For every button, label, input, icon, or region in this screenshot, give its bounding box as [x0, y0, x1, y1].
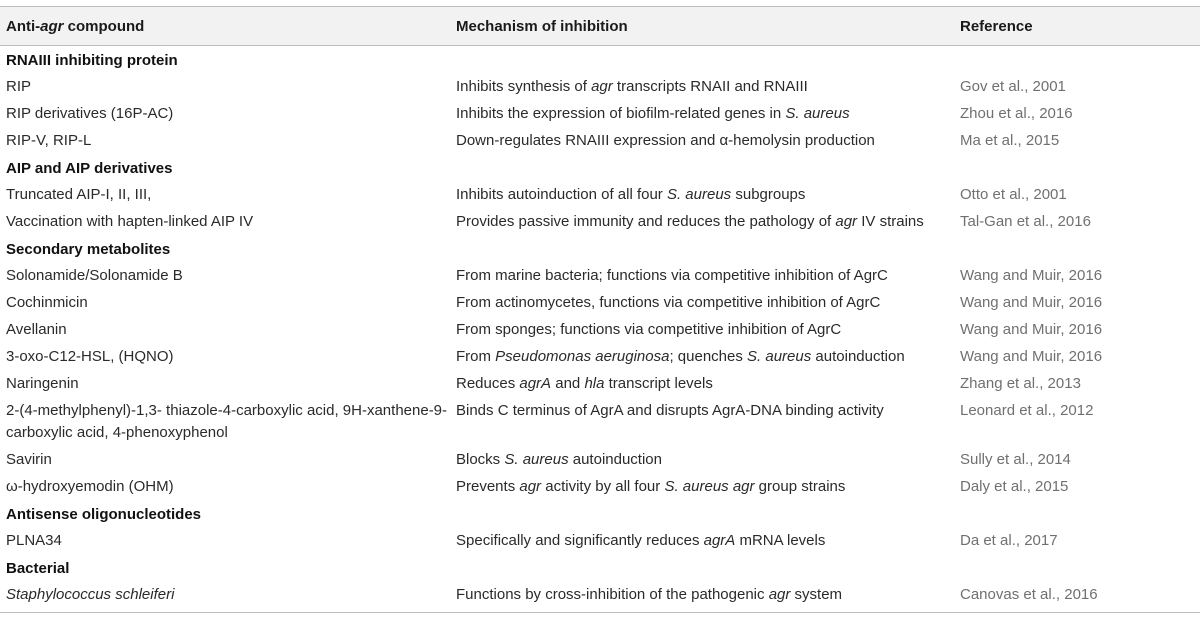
compound-seg-0: Savirin: [6, 450, 52, 468]
mechanism-seg-4: transcript levels: [604, 374, 713, 392]
mechanism-seg-1: Pseudomonas aeruginosa: [495, 347, 670, 365]
compound-cell: [0, 100, 448, 127]
section-title: Antisense oligonucleotides: [6, 506, 202, 523]
mechanism-seg-1: S. aureus: [504, 450, 569, 468]
section-row: [0, 554, 1200, 581]
mechanism-seg-2: and: [551, 374, 585, 392]
compound-cell: [0, 581, 448, 612]
compound-seg-0: 3-oxo-C12-HSL, (HQNO): [6, 347, 174, 365]
mechanism-seg-0: Provides passive immunity and reduces the pathology of: [456, 212, 836, 230]
header-reference: Reference: [960, 17, 1033, 35]
mechanism-cell: [448, 127, 954, 154]
mechanism-seg-0: Down-regulates RNAIII expression and α-hemolysin production: [456, 131, 875, 149]
mechanism-seg-2: mRNA levels: [735, 531, 826, 549]
compound-cell: [0, 289, 448, 316]
compound-seg-0: RIP-V, RIP-L: [6, 131, 92, 149]
table-row: [0, 181, 1200, 208]
mechanism-seg-1: agr: [835, 212, 858, 230]
compound-seg-0: Solonamide/Solonamide B: [6, 266, 183, 284]
table-row: [0, 100, 1200, 127]
compound-seg-0: 2-(4-methylphenyl)-1,3- thiazole-4-carboxylic acid, 9H-xanthene-9-carboxylic acid, 4-phenoxyphenol: [6, 401, 448, 441]
reference-cell: Zhou et al., 2016: [960, 104, 1073, 122]
section-title: Bacterial: [6, 560, 70, 577]
table-row: [0, 446, 1200, 473]
reference-cell: Tal-Gan et al., 2016: [960, 212, 1091, 230]
mechanism-seg-2: autoinduction: [568, 450, 662, 468]
mechanism-seg-0: Functions by cross-inhibition of the pathogenic: [456, 585, 769, 603]
compound-cell: [0, 527, 448, 554]
mechanism-seg-2: system: [790, 585, 843, 603]
section-row: [0, 154, 1200, 181]
mechanism-seg-1: agr: [519, 477, 542, 495]
table-row: [0, 208, 1200, 235]
compound-seg-0: Vaccination with hapten-linked AIP IV: [6, 212, 254, 230]
mechanism-cell: [448, 370, 954, 397]
reference-cell: Zhang et al., 2013: [960, 374, 1081, 392]
mechanism-seg-0: From sponges; functions via competitive inhibition of AgrC: [456, 320, 842, 338]
compound-seg-0: Truncated AIP-I, II, III,: [6, 185, 152, 203]
mechanism-cell: [448, 73, 954, 100]
header-compound: [0, 7, 448, 46]
mechanism-seg-3: S. aureus agr: [664, 477, 755, 495]
compound-seg-0: Staphylococcus schleiferi: [6, 585, 175, 603]
mechanism-seg-1: agr: [591, 77, 613, 95]
mechanism-cell: [448, 581, 954, 612]
table-row: [0, 527, 1200, 554]
mechanism-seg-0: From marine bacteria; functions via competitive inhibition of AgrC: [456, 266, 888, 284]
section-row: [0, 46, 1200, 74]
table-row: [0, 581, 1200, 612]
mechanism-seg-0: From actinomycetes, functions via competitive inhibition of AgrC: [456, 293, 881, 311]
header-mechanism: Mechanism of inhibition: [456, 17, 628, 35]
mechanism-seg-0: From: [456, 347, 496, 365]
mechanism-seg-0: Reduces: [456, 374, 520, 392]
compound-seg-0: Avellanin: [6, 320, 67, 338]
mechanism-seg-1: agrA: [703, 531, 736, 549]
mechanism-seg-0: Prevents: [456, 477, 520, 495]
mechanism-cell: [448, 397, 954, 446]
reference-cell: Gov et al., 2001: [960, 77, 1066, 95]
mechanism-cell: [448, 208, 954, 235]
compound-cell: [0, 262, 448, 289]
table-row: [0, 262, 1200, 289]
compound-seg-0: ω-hydroxyemodin (OHM): [6, 477, 174, 495]
mechanism-cell: [448, 446, 954, 473]
reference-cell: Daly et al., 2015: [960, 477, 1069, 495]
mechanism-cell: [448, 100, 954, 127]
mechanism-seg-4: group strains: [754, 477, 846, 495]
mechanism-seg-0: Blocks: [456, 450, 505, 468]
section-title: RNAIII inhibiting protein: [6, 52, 178, 69]
mechanism-cell: [448, 527, 954, 554]
mechanism-cell: [448, 181, 954, 208]
table-row: [0, 370, 1200, 397]
reference-cell: Da et al., 2017: [960, 531, 1058, 549]
reference-cell: Wang and Muir, 2016: [960, 266, 1103, 284]
compound-seg-0: Cochinmicin: [6, 293, 88, 311]
header-row: [0, 7, 1200, 46]
reference-cell: Leonard et al., 2012: [960, 401, 1094, 419]
header-compound-prefix: Anti-: [6, 17, 41, 35]
mechanism-seg-2: IV strains: [857, 212, 924, 230]
compound-cell: [0, 343, 448, 370]
mechanism-seg-1: S. aureus: [785, 104, 850, 122]
mechanism-seg-0: Specifically and significantly reduces: [456, 531, 704, 549]
mechanism-seg-0: Inhibits synthesis of: [456, 77, 592, 95]
reference-cell: Wang and Muir, 2016: [960, 293, 1103, 311]
table-body: [0, 46, 1200, 613]
compound-seg-0: PLNA34: [6, 531, 62, 549]
table-row: [0, 127, 1200, 154]
mechanism-seg-0: Binds C terminus of AgrA and disrupts AgrA-DNA binding activity: [456, 401, 884, 419]
mechanism-seg-2: transcripts RNAII and RNAIII: [612, 77, 808, 95]
reference-cell: Wang and Muir, 2016: [960, 347, 1103, 365]
mechanism-seg-3: hla: [584, 374, 605, 392]
compound-cell: [0, 181, 448, 208]
reference-cell: Canovas et al., 2016: [954, 581, 1200, 612]
mechanism-seg-2: activity by all four: [541, 477, 665, 495]
table-row: [0, 289, 1200, 316]
table-row: [0, 397, 1200, 446]
compound-cell: [0, 208, 448, 235]
table-row: [0, 473, 1200, 500]
compound-cell: [0, 73, 448, 100]
reference-cell: Sully et al., 2014: [960, 450, 1071, 468]
compound-cell: [0, 397, 448, 446]
compound-cell: [0, 473, 448, 500]
section-row: [0, 500, 1200, 527]
mechanism-cell: [448, 473, 954, 500]
reference-cell: Wang and Muir, 2016: [960, 320, 1103, 338]
section-title: Secondary metabolites: [6, 241, 171, 258]
reference-cell: Ma et al., 2015: [960, 131, 1060, 149]
table-header: [0, 7, 1200, 46]
mechanism-seg-0: Inhibits autoinduction of all four: [456, 185, 667, 203]
table-row: [0, 343, 1200, 370]
compound-seg-0: RIP: [6, 77, 32, 95]
mechanism-seg-1: agr: [768, 585, 791, 603]
reference-cell: Otto et al., 2001: [960, 185, 1067, 203]
table-row: [0, 73, 1200, 100]
header-compound-italic: agr: [40, 17, 64, 35]
compound-cell: [0, 316, 448, 343]
mechanism-seg-2: ; quenches: [669, 347, 748, 365]
mechanism-cell: [448, 262, 954, 289]
mechanism-seg-1: S. aureus: [666, 185, 732, 203]
mechanism-seg-4: autoinduction: [811, 347, 905, 365]
section-title: AIP and AIP derivatives: [6, 160, 173, 177]
mechanism-cell: [448, 316, 954, 343]
compound-cell: [0, 446, 448, 473]
compound-seg-0: RIP derivatives (16P-AC): [6, 104, 174, 122]
mechanism-seg-0: Inhibits the expression of biofilm-related genes in: [456, 104, 786, 122]
mechanism-seg-1: agrA: [519, 374, 552, 392]
compound-seg-0: Naringenin: [6, 374, 79, 392]
mechanism-cell: [448, 289, 954, 316]
mechanism-seg-3: S. aureus: [747, 347, 812, 365]
mechanism-seg-2: subgroups: [731, 185, 806, 203]
table-row: [0, 316, 1200, 343]
anti-agr-compounds-table: [0, 6, 1200, 613]
compound-cell: [0, 127, 448, 154]
compound-cell: [0, 370, 448, 397]
header-compound-suffix: compound: [63, 17, 145, 35]
section-row: [0, 235, 1200, 262]
mechanism-cell: [448, 343, 954, 370]
